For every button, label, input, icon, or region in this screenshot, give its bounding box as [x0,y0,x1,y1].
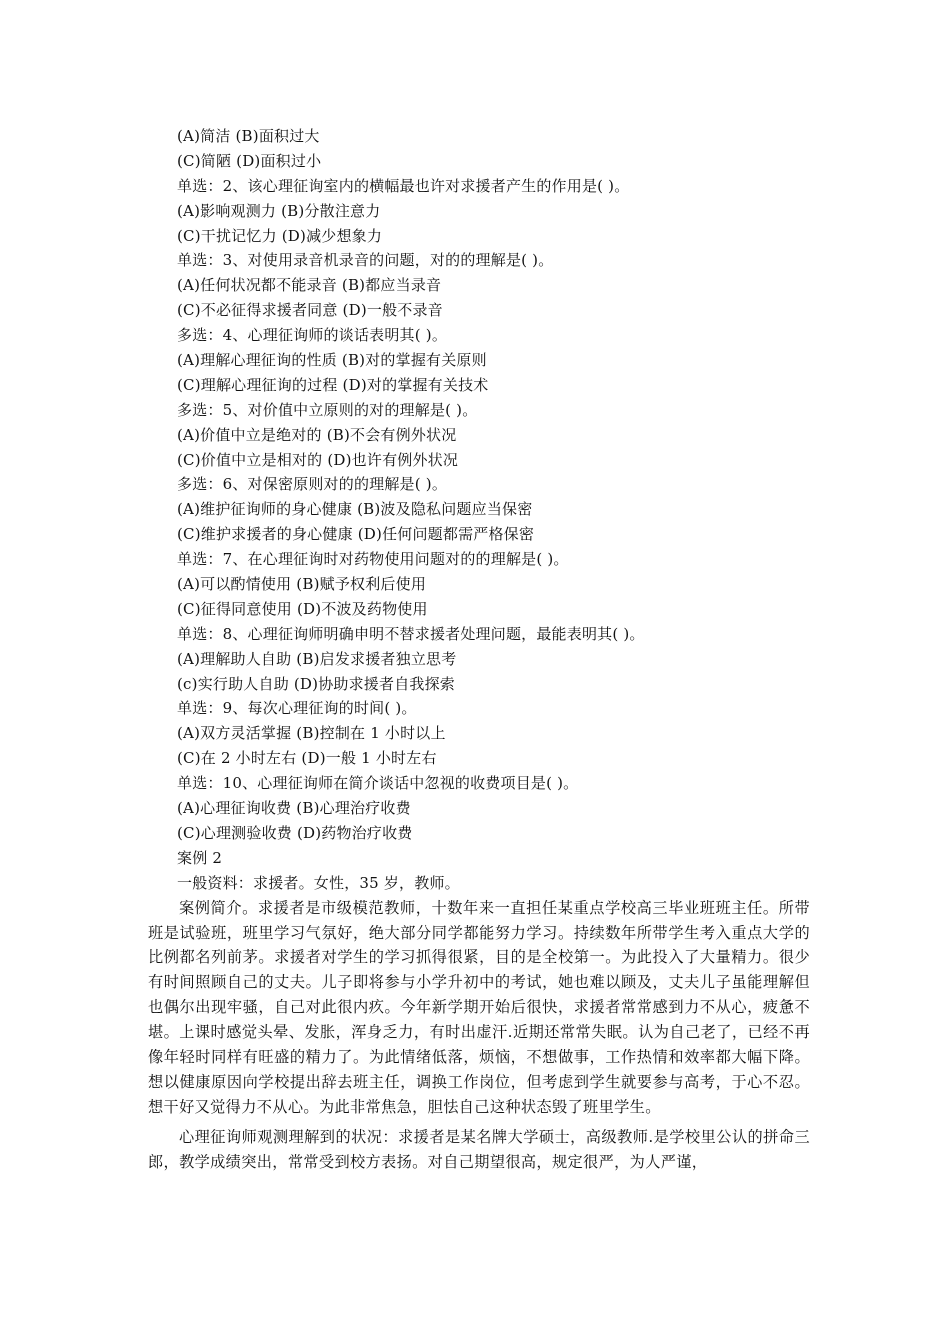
question-line: 单选：8、心理征询师明确申明不替求援者处理问题，最能表明其( )。 [177,624,645,643]
question-line: 单选：3、对使用录音机录音的问题，对的的理解是( )。 [177,251,554,270]
case-general-info: 一般资料：求援者。女性，35 岁，教师。 [177,873,460,892]
question-line: 单选：10、心理征询师在简介谈话中忽视的收费项目是( )。 [177,774,579,793]
question-line: 多选：6、对保密原则对的的理解是( )。 [177,475,448,494]
option-line: (A)价值中立是绝对的 (B)不会有例外状况 [177,425,457,444]
option-line: (C)征得同意使用 (D)不波及药物使用 [177,599,428,618]
question-line: 单选：7、在心理征询时对药物使用问题对的的理解是( )。 [177,550,569,569]
option-line: (A)理解助人自助 (B)启发求援者独立思考 [177,649,457,668]
option-line: (A)双方灵活掌握 (B)控制在 1 小时以上 [177,724,446,743]
option-line: (A)维护征询师的身心健康 (B)波及隐私问题应当保密 [177,500,533,519]
option-line: (C)简陋 (D)面积过小 [177,151,322,170]
option-line: (c)实行助人自助 (D)协助求援者自我探索 [177,674,456,693]
option-line: (A)任何状况都不能录音 (B)都应当录音 [177,276,442,295]
option-line: (C)心理测验收费 (D)药物治疗收费 [177,823,413,842]
option-line: (A)可以酌情使用 (B)赋予权利后使用 [177,575,427,594]
option-line: (C)价值中立是相对的 (D)也许有例外状况 [177,450,459,469]
option-line: (A)简洁 (B)面积过大 [177,127,320,145]
option-line: (C)在 2 小时左右 (D)一般 1 小时左右 [177,749,437,768]
case-heading: 案例 2 [177,848,223,867]
option-line: (C)干扰记忆力 (D)减少想象力 [177,226,383,245]
question-line: 单选：9、每次心理征询的时间( )。 [177,699,417,718]
option-line: (A)理解心理征询的性质 (B)对的掌握有关原则 [177,351,487,370]
question-line: 多选：5、对价值中立原则的对的理解是( )。 [177,400,478,419]
option-line: (A)影响观测力 (B)分散注意力 [177,201,381,220]
option-line: (A)心理征询收费 (B)心理治疗收费 [177,799,411,818]
option-line: (C)维护求援者的身心健康 (D)任何问题都需严格保密 [177,525,535,544]
question-line: 单选：2、该心理征询室内的横幅最也许对求援者产生的作用是( )。 [177,176,630,195]
counselor-observation-paragraph: 心理征询师观测理解到的状况：求援者是某名牌大学硕士，高级教师.是学校里公认的拼命三郎，教学成绩突出，常常受到校方表扬。对自己期望很高，规定很严，为人严谨， [148,1127,810,1171]
option-line: (C)不必征得求援者同意 (D)一般不录音 [177,301,443,320]
option-line: (C)理解心理征询的过程 (D)对的掌握有关技术 [177,375,489,394]
question-line: 多选：4、心理征询师的谈话表明其( )。 [177,326,448,345]
case-summary-paragraph: 案例简介。求援者是市级模范教师，十数年来一直担任某重点学校高三毕业班班主任。所带班是试验班，班里学习气氛好，绝大部分同学都能努力学习。持续数年所带学生考入重点大学的比例都名列前茅。求援者对学生的学习抓得很紧，目的是全校第一。为此投入了大量精力。很少有时间照顾自己的丈夫。儿子即将参与小学升初中的考试，她也难以顾及，丈夫儿子虽能理解但也偶尔出现牢骚，自己对此很内疚。今年新学期开始后很快，求援者常常感到力不从心，疲惫不堪。上课时感觉头晕、发胀，浑身乏力，有时出虚汗.近期还常常失眠。认为自己老了，已经不再像年轻时同样有旺盛的精力了。为此情绪低落，烦恼，不想做事，工作热情和效率都大幅下降。想以健康原因向学校提出辞去班主任，调换工作岗位，但考虑到学生就要参与高考，于心不忍。想干好又觉得力不从心。为此非常焦急，胆怯自己这种状态毁了班里学生。 [148,898,810,1116]
document-body [148,124,810,1175]
